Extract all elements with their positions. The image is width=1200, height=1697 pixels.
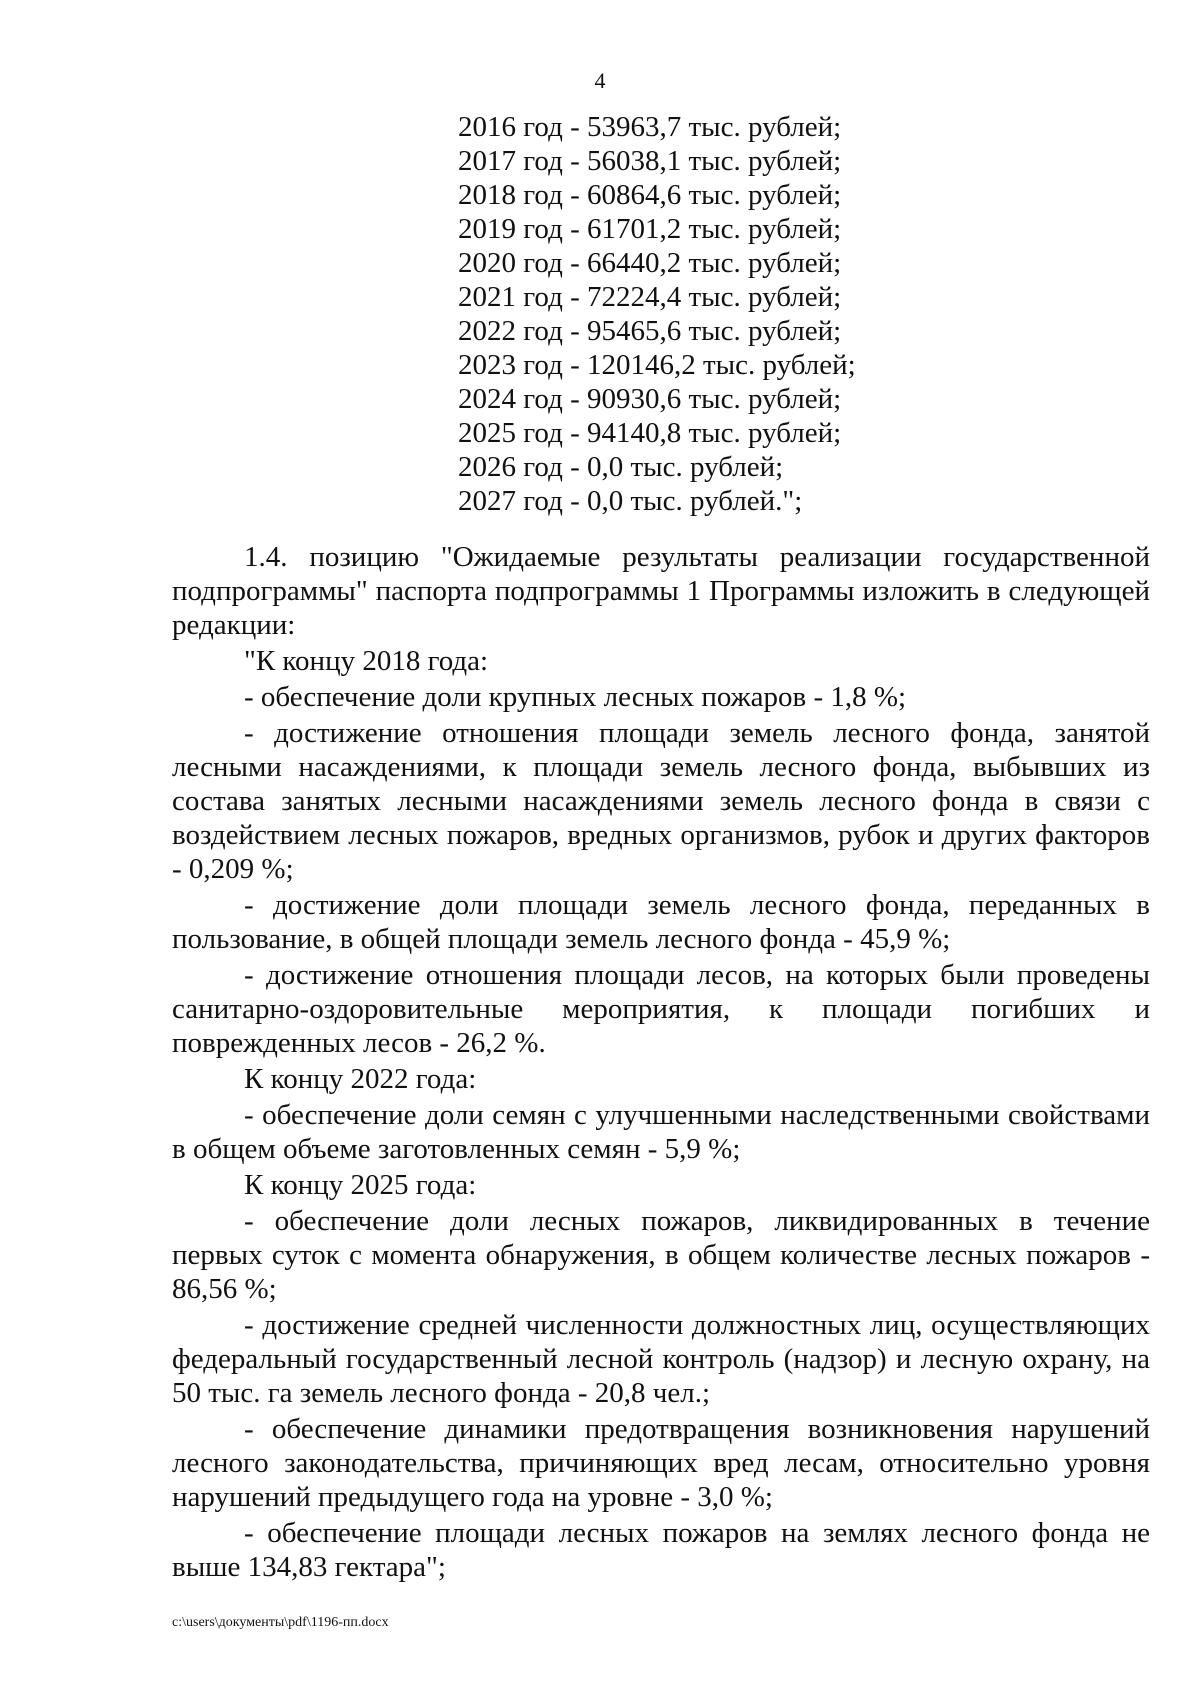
funding-line: 2024 год - 90930,6 тыс. рублей; [458,383,842,415]
funding-line: 2016 год - 53963,7 тыс. рублей; [458,111,842,143]
result-item: - достижение отношения площади земель лесного фонда, занятой лесными насаждениями, к площади земель лесного фонда, выбывших из состава занятых лесными насаждениями земель лесного фонда в связи с воздействием лесных пожаров, вредных организмов, рубок и других факторов - 0,209 %; [172,717,1150,885]
funding-line: 2026 год - 0,0 тыс. рублей; [458,451,784,483]
funding-line: 2025 год - 94140,8 тыс. рублей; [458,417,842,449]
page-number: 4 [594,68,606,93]
section-heading-2018: "К концу 2018 года: [244,645,489,677]
result-item: - достижение средней численности должностных лиц, осуществляющих федеральный государственный лесной контроль (надзор) и лесную охрану, на 50 тыс. га земель лесного фонда - 20,8 чел.; [172,1309,1150,1409]
funding-line: 2021 год - 72224,4 тыс. рублей; [458,281,842,313]
amendment-paragraph: 1.4. позицию "Ожидаемые результаты реализации государственной подпрограммы" паспорта подпрограммы 1 Программы изложить в следующей редакции: [172,541,1150,641]
result-item: - достижение доли площади земель лесного фонда, переданных в пользование, в общей площади земель лесного фонда - 45,9 %; [172,889,1150,955]
funding-line: 2027 год - 0,0 тыс. рублей."; [458,485,803,517]
section-heading-2025: К концу 2025 года: [244,1169,477,1201]
funding-line: 2019 год - 61701,2 тыс. рублей; [458,213,842,245]
funding-by-year-list [458,110,856,518]
result-item: - обеспечение доли лесных пожаров, ликвидированных в течение первых суток с момента обнаружения, в общем количестве лесных пожаров - 86,56 %; [172,1205,1150,1305]
result-item: - обеспечение динамики предотвращения возникновения нарушений лесного законодательства, причиняющих вред лесам, относительно уровня нарушений предыдущего года на уровне - 3,0 %; [172,1413,1150,1513]
result-item: - обеспечение площади лесных пожаров на землях лесного фонда не выше 134,83 гектара"; [172,1517,1150,1583]
funding-line: 2023 год - 120146,2 тыс. рублей; [458,349,856,381]
funding-line: 2020 год - 66440,2 тыс. рублей; [458,247,842,279]
funding-line: 2018 год - 60864,6 тыс. рублей; [458,179,842,211]
document-body [172,540,1150,1586]
file-path-footer: c:\users\документы\pdf\1196-пп.docx [172,1615,389,1630]
funding-line: 2022 год - 95465,6 тыс. рублей; [458,315,842,347]
result-item: - обеспечение доли крупных лесных пожаров - 1,8 %; [244,681,907,713]
result-item: - достижение отношения площади лесов, на которых были проведены санитарно-оздоровительные мероприятия, к площади погибших и поврежденных лесов - 26,2 %. [172,959,1150,1059]
funding-line: 2017 год - 56038,1 тыс. рублей; [458,145,842,177]
result-item: - обеспечение доли семян с улучшенными наследственными свойствами в общем объеме заготовленных семян - 5,9 %; [172,1099,1150,1165]
section-heading-2022: К концу 2022 года: [244,1063,477,1095]
